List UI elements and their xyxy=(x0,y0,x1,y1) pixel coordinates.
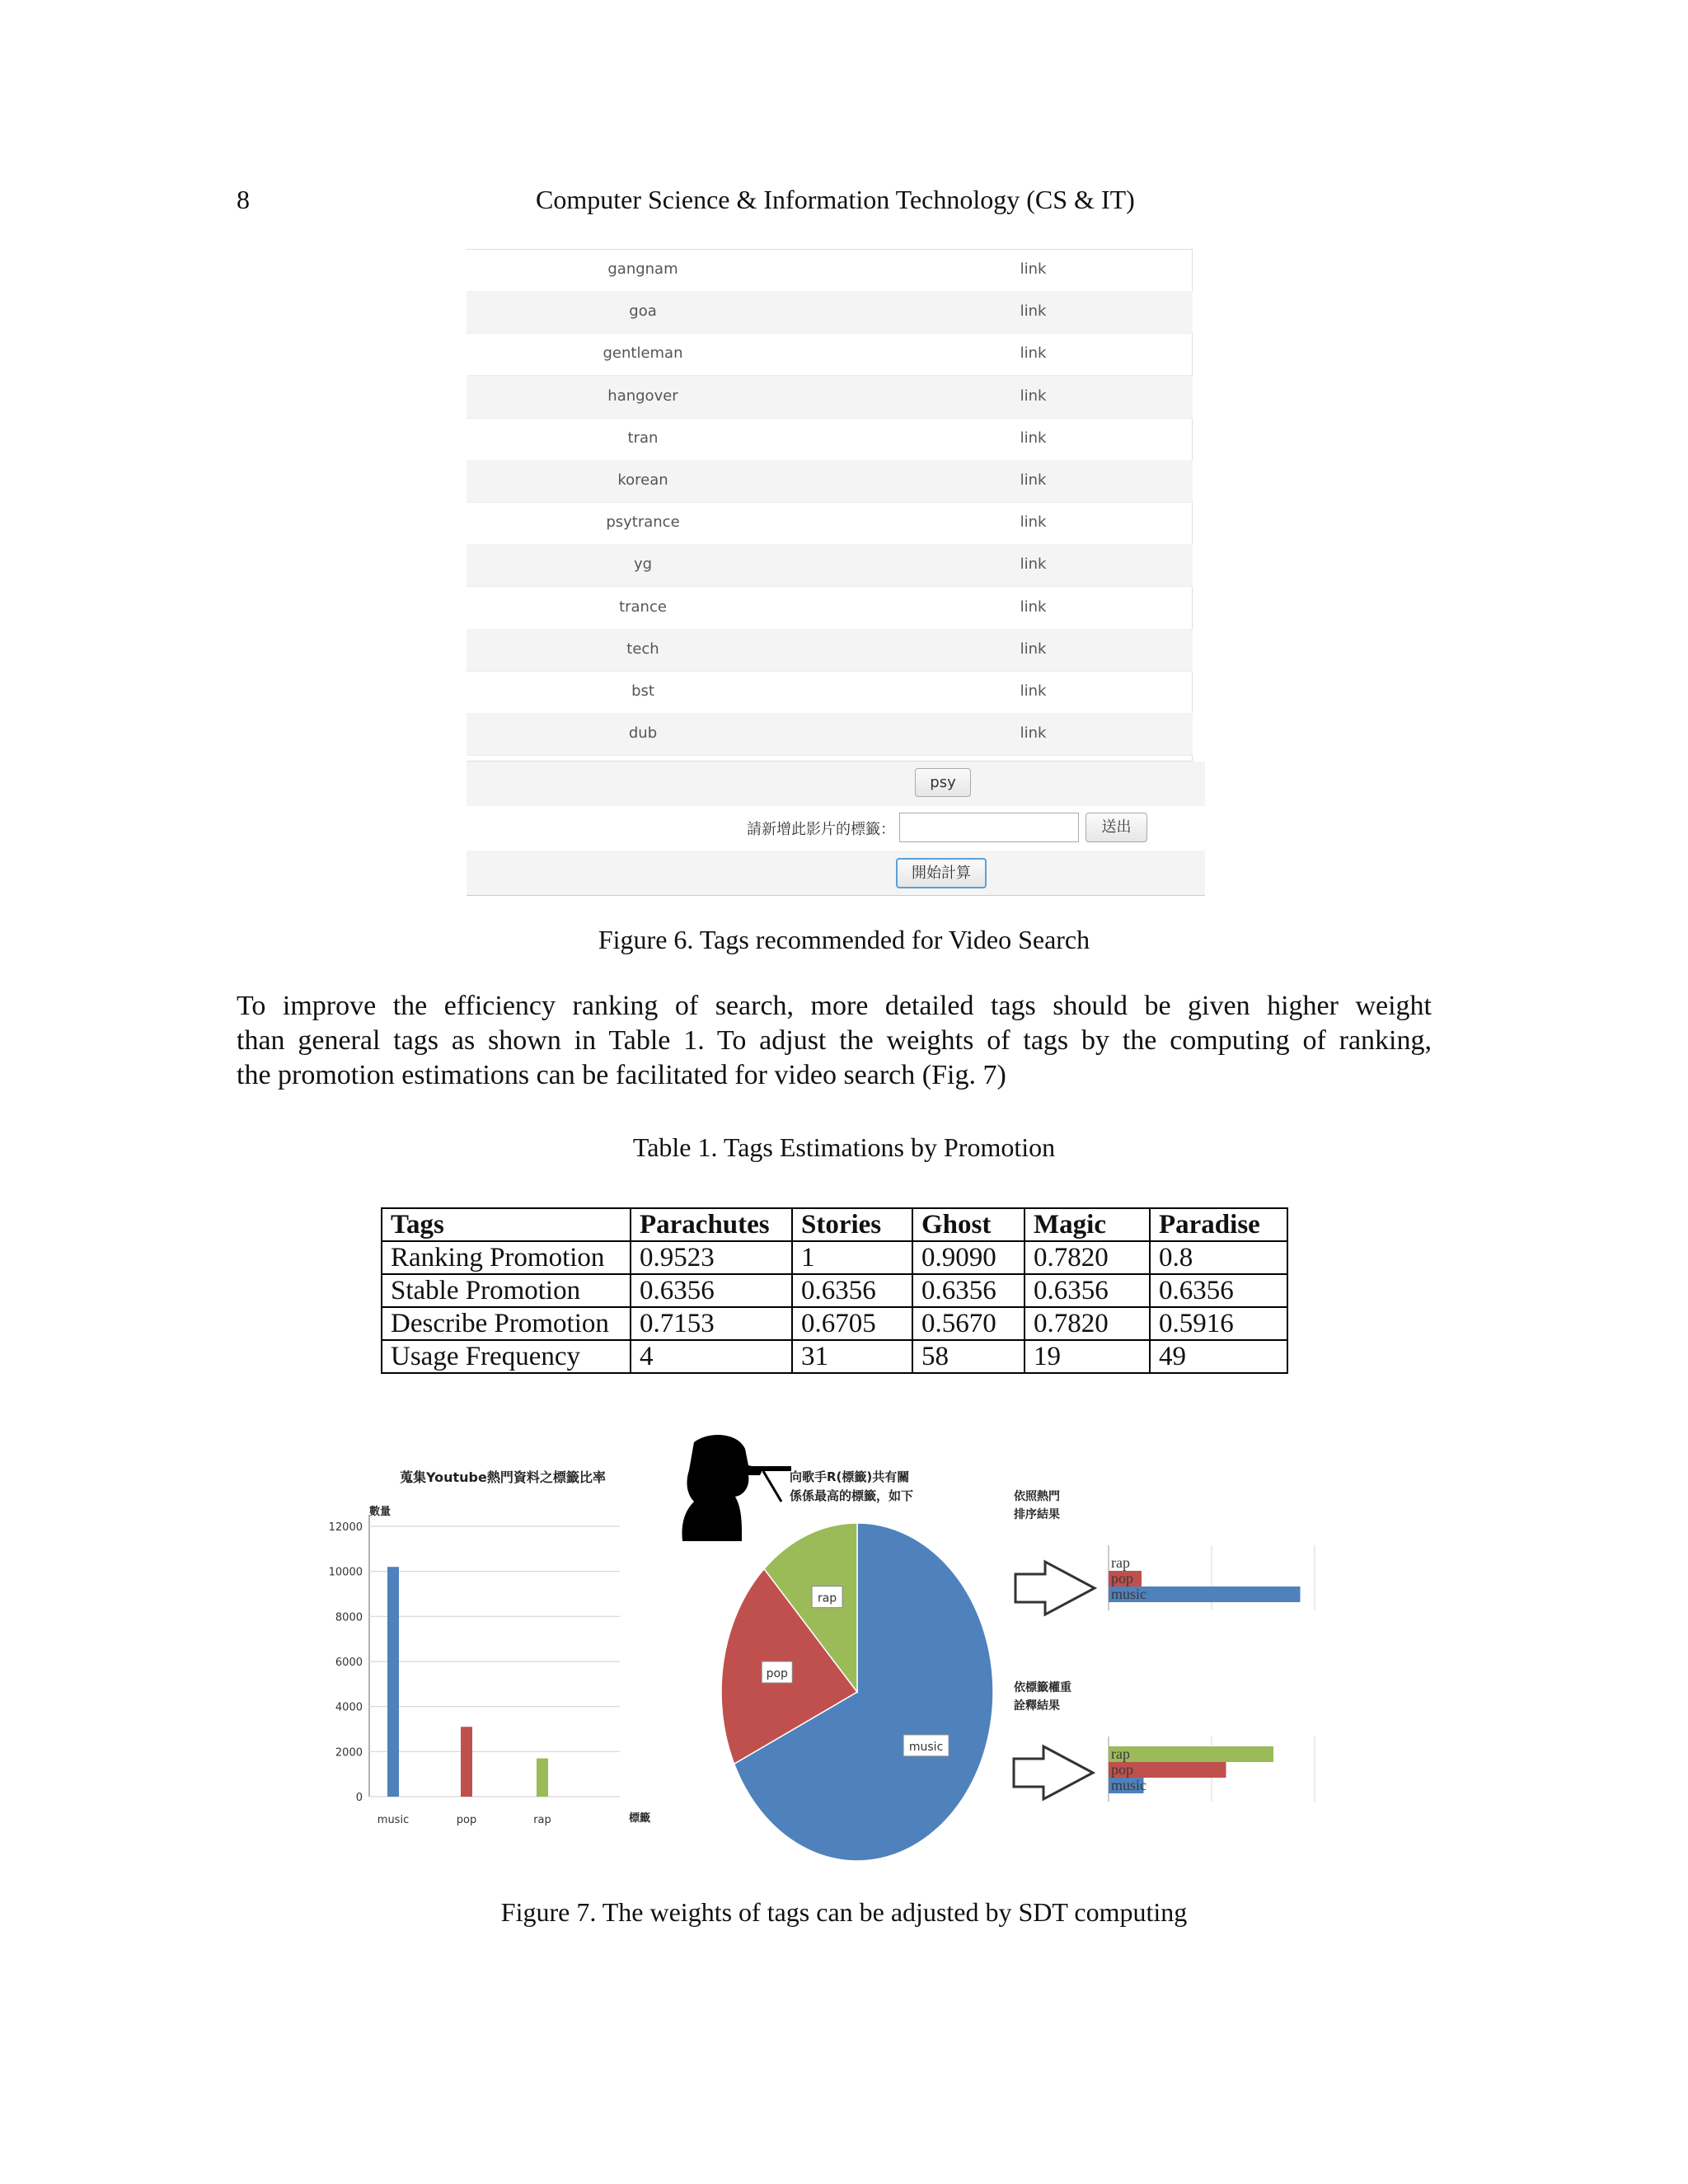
table-cell: 0.5670 xyxy=(912,1307,1025,1340)
tag-row xyxy=(467,333,1193,376)
table-cell: 0.9523 xyxy=(631,1241,792,1274)
table-cell: 0.6705 xyxy=(792,1307,912,1340)
tag-link[interactable]: link xyxy=(1020,598,1047,616)
table-cell: 19 xyxy=(1025,1340,1150,1373)
tag-link[interactable]: link xyxy=(1020,724,1047,743)
bottom-arrow-caption xyxy=(1014,1680,1076,1713)
table-cell: 58 xyxy=(912,1340,1025,1373)
table-row xyxy=(382,1340,1287,1373)
table-header-cell: Magic xyxy=(1025,1208,1150,1241)
table-cell: Describe Promotion xyxy=(382,1307,631,1340)
hbar-label: pop xyxy=(1111,1761,1133,1778)
y-tick-label: 0 xyxy=(355,1792,363,1804)
table-cell: 0.7820 xyxy=(1025,1307,1150,1340)
table-cell: Stable Promotion xyxy=(382,1274,631,1307)
pie-label: rap xyxy=(817,1591,837,1605)
paragraph-line-2: than general tags as shown in Table 1. To adjust the weights of tags by the computing of ranking, xyxy=(237,1025,1432,1056)
table-1 xyxy=(381,1207,1288,1374)
psy-row xyxy=(467,762,1205,807)
right-arrow-icon xyxy=(1015,1562,1095,1615)
speech-text-line: 係係最高的標籤，如下 xyxy=(790,1488,914,1503)
table-cell: 0.7820 xyxy=(1025,1241,1150,1274)
tag-link[interactable]: link xyxy=(1020,429,1047,447)
tag-row xyxy=(467,671,1193,714)
table-cell: 0.6356 xyxy=(631,1274,792,1307)
table-cell: Ranking Promotion xyxy=(382,1241,631,1274)
body-paragraph xyxy=(237,989,1432,1093)
speech-text xyxy=(790,1469,914,1504)
tag-link[interactable]: link xyxy=(1020,555,1047,574)
tag-name: gentleman xyxy=(603,344,683,363)
table-row xyxy=(382,1307,1287,1340)
right-arrow-icon xyxy=(1014,1746,1093,1799)
table-cell: 1 xyxy=(792,1241,912,1274)
table-cell: 0.6356 xyxy=(792,1274,912,1307)
table-cell: 31 xyxy=(792,1340,912,1373)
tag-link[interactable]: link xyxy=(1020,387,1047,405)
table-cell: 0.9090 xyxy=(912,1241,1025,1274)
hbar-label: music xyxy=(1111,1586,1146,1602)
tag-name: trance xyxy=(619,598,667,616)
bottom-arrow-caption-line: 詮釋結果 xyxy=(1014,1699,1060,1713)
tag-row xyxy=(467,291,1193,334)
bar-chart-title: 蒐集Youtube熱門資料之標籤比率 xyxy=(400,1469,606,1485)
figure-6-screenshot xyxy=(467,249,1205,900)
tag-name: dub xyxy=(628,724,658,743)
pie-label: music xyxy=(908,1740,944,1754)
y-tick-label: 10000 xyxy=(328,1566,363,1579)
table-header-cell: Paradise xyxy=(1150,1208,1287,1241)
add-tag-label: 請新增此影片的標籤： xyxy=(747,821,895,838)
add-tag-input[interactable] xyxy=(899,813,1079,842)
bottom-arrow-caption-line: 依標籤權重 xyxy=(1014,1681,1071,1694)
x-tick-label: rap xyxy=(533,1814,551,1826)
tag-name: goa xyxy=(629,302,657,321)
table-row xyxy=(382,1274,1287,1307)
hbar-label: pop xyxy=(1111,1570,1133,1586)
table-cell: 0.6356 xyxy=(1025,1274,1150,1307)
y-tick-label: 6000 xyxy=(335,1657,363,1669)
add-tag-row xyxy=(467,806,1205,851)
x-tick-label: pop xyxy=(456,1814,477,1826)
weighted-ranked-bar-chart xyxy=(1109,1736,1315,1802)
paragraph-line-1: To improve the efficiency ranking of search, more detailed tags should be given higher weight xyxy=(237,991,1432,1021)
paragraph-line-3: the promotion estimations can be facilitated for video search (Fig. 7) xyxy=(237,1060,1006,1090)
top-arrow-caption-line: 依照熱門 xyxy=(1014,1490,1060,1503)
bar-chart-ylabel: 數量 xyxy=(369,1506,392,1518)
table-cell: 49 xyxy=(1150,1340,1287,1373)
table-cell: 0.7153 xyxy=(631,1307,792,1340)
tag-link[interactable]: link xyxy=(1020,302,1047,321)
tag-link[interactable]: link xyxy=(1020,344,1047,363)
y-tick-label: 4000 xyxy=(335,1701,363,1714)
speech-text-line: 向歌手R(標籤)共有關 xyxy=(790,1469,910,1484)
table-cell: 4 xyxy=(631,1340,792,1373)
bar-chart-xlabel: 標籤 xyxy=(629,1812,651,1825)
y-tick-label: 8000 xyxy=(335,1611,363,1624)
table-header-cell: Stories xyxy=(792,1208,912,1241)
table-1-caption: Table 1. Tags Estimations by Promotion xyxy=(632,1132,1056,1162)
tag-share-pie-chart xyxy=(721,1523,993,1861)
tag-name: korean xyxy=(617,471,668,489)
tag-count-bar-chart xyxy=(329,1469,650,1826)
tag-row xyxy=(467,502,1193,545)
tag-name: gangnam xyxy=(607,260,678,278)
page-number: 8 xyxy=(237,185,250,214)
table-header-cell: Parachutes xyxy=(631,1208,792,1241)
table-cell: 0.6356 xyxy=(1150,1274,1287,1307)
table-row xyxy=(382,1241,1287,1274)
table-header-cell: Tags xyxy=(382,1208,631,1241)
tag-row xyxy=(467,249,1193,292)
tag-name: bst xyxy=(631,682,654,700)
tag-name: yg xyxy=(633,555,653,574)
hbar-rap xyxy=(1109,1746,1273,1762)
popularity-ranked-bar-chart xyxy=(1109,1545,1315,1610)
hbar-label: rap xyxy=(1111,1746,1130,1762)
tag-name: psytrance xyxy=(606,513,680,532)
top-arrow-caption-line: 排序結果 xyxy=(1014,1508,1060,1521)
hbar-label: music xyxy=(1111,1777,1146,1793)
bar-pop xyxy=(461,1727,472,1797)
table-cell: 0.6356 xyxy=(912,1274,1025,1307)
hbar-label: rap xyxy=(1111,1554,1130,1571)
bar-rap xyxy=(537,1759,548,1797)
tag-link[interactable]: link xyxy=(1020,260,1047,278)
tag-link[interactable]: link xyxy=(1020,513,1047,532)
tag-row xyxy=(467,587,1193,630)
figure-6-caption: Figure 6. Tags recommended for Video Search xyxy=(598,925,1090,954)
table-header-row xyxy=(382,1208,1287,1241)
tag-row xyxy=(467,629,1193,672)
figure-7 xyxy=(313,1426,1335,1896)
tag-row xyxy=(467,376,1193,419)
start-row xyxy=(467,851,1205,896)
submit-button[interactable]: 送出 xyxy=(1085,813,1147,842)
pie-label: pop xyxy=(766,1666,788,1680)
tag-link[interactable]: link xyxy=(1020,640,1047,658)
top-arrow-caption xyxy=(1014,1489,1064,1521)
tag-link[interactable]: link xyxy=(1020,682,1047,700)
tag-name: tran xyxy=(627,429,659,447)
tag-name: tech xyxy=(626,640,659,658)
figure-7-caption: Figure 7. The weights of tags can be adjusted by SDT computing xyxy=(500,1897,1188,1927)
y-tick-label: 2000 xyxy=(335,1746,363,1760)
start-calculation-button[interactable]: 開始計算 xyxy=(896,858,987,888)
singer-silhouette-icon xyxy=(682,1435,791,1541)
tag-row xyxy=(467,713,1193,756)
x-tick-label: music xyxy=(377,1814,410,1826)
psy-button[interactable]: psy xyxy=(915,768,971,797)
table-cell: 0.5916 xyxy=(1150,1307,1287,1340)
bar-music xyxy=(387,1567,399,1797)
tag-name: hangover xyxy=(607,387,678,405)
table-cell: 0.8 xyxy=(1150,1241,1287,1274)
tag-row xyxy=(467,544,1193,587)
tag-link[interactable]: link xyxy=(1020,471,1047,489)
tag-row xyxy=(467,418,1193,461)
table-cell: Usage Frequency xyxy=(382,1340,631,1373)
running-header: Computer Science & Information Technology (CS & IT) xyxy=(536,185,1135,214)
y-tick-label: 12000 xyxy=(328,1521,363,1534)
tag-row xyxy=(467,460,1193,503)
table-header-cell: Ghost xyxy=(912,1208,1025,1241)
